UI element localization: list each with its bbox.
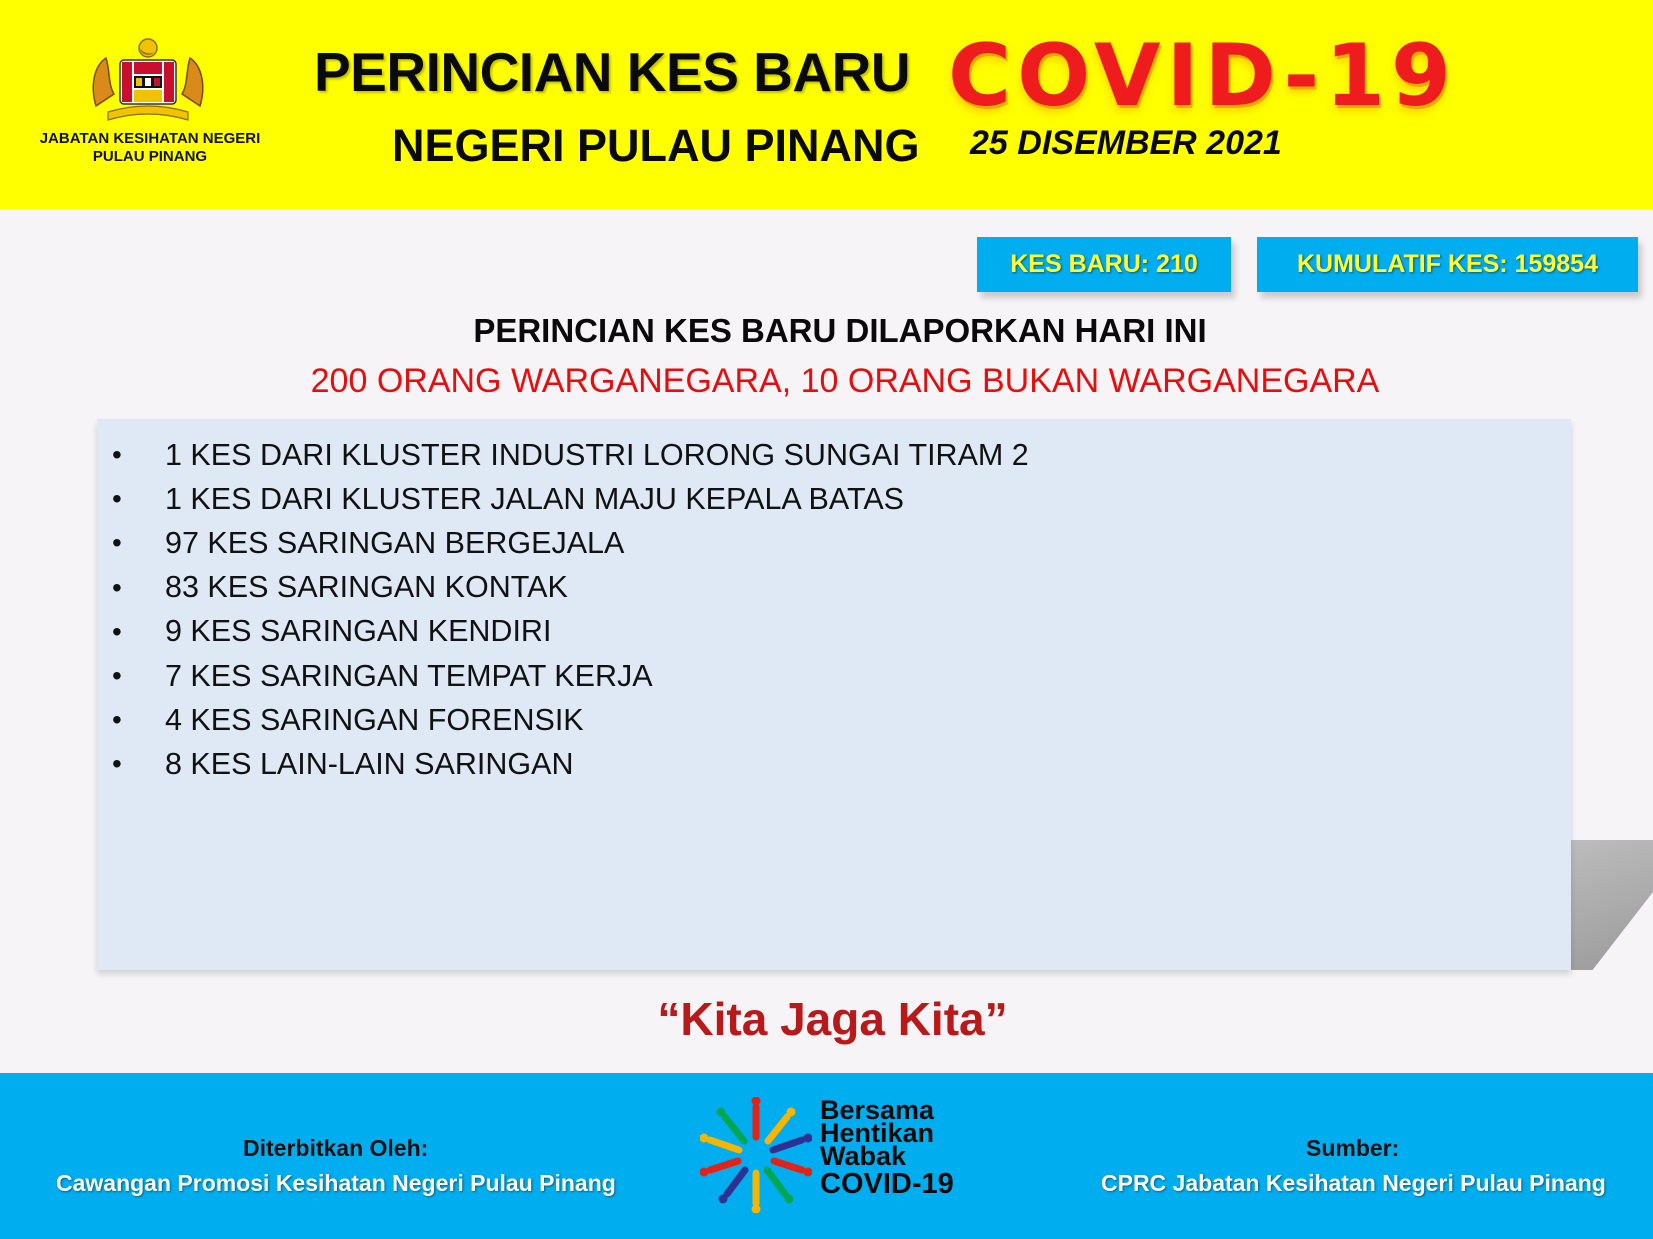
campaign-line3: Wabak	[820, 1141, 907, 1171]
case-breakdown-panel	[97, 419, 1571, 970]
list-item	[97, 566, 1571, 610]
department-name	[20, 130, 280, 166]
coat-of-arms-icon	[88, 36, 208, 126]
slogan: “Kita Jaga Kita”	[657, 993, 1008, 1045]
bullet-icon: •	[112, 704, 122, 736]
list-item	[97, 433, 1571, 477]
bullet-icon: •	[112, 527, 122, 559]
starburst-people-logo-icon	[700, 1097, 812, 1213]
section-title: PERINCIAN KES BARU DILAPORKAN HARI INI	[473, 312, 1207, 349]
department-name-line1: JABATAN KESIHATAN NEGERI	[39, 130, 261, 147]
bullet-icon: •	[112, 660, 122, 692]
bullet-icon: •	[112, 571, 122, 603]
new-cases-badge: KES BARU: 210	[977, 237, 1231, 292]
case-text: 1 KES DARI KLUSTER JALAN MAJU KEPALA BATAS	[165, 481, 905, 516]
list-item	[97, 742, 1571, 786]
case-text: 4 KES SARINGAN FORENSIK	[165, 702, 584, 737]
footer-banner	[0, 1073, 1653, 1239]
cumulative-cases-badge: KUMULATIF KES: 159854	[1257, 237, 1638, 292]
source-label: Sumber:	[1306, 1135, 1400, 1161]
header-banner	[0, 0, 1653, 209]
source-name: CPRC Jabatan Kesihatan Negeri Pulau Pinang	[1101, 1170, 1606, 1196]
publisher-label: Diterbitkan Oleh:	[243, 1135, 429, 1161]
case-text: 7 KES SARINGAN TEMPAT KERJA	[165, 658, 653, 693]
report-date: 25 DISEMBER 2021	[970, 124, 1282, 162]
bullet-icon: •	[112, 615, 122, 647]
list-item	[97, 610, 1571, 654]
section-subtitle: 200 ORANG WARGANEGARA, 10 ORANG BUKAN WARGANEGARA	[310, 362, 1380, 400]
covid-title: COVID-19	[948, 26, 1457, 126]
case-text: 8 KES LAIN-LAIN SARINGAN	[165, 746, 574, 781]
list-item	[97, 654, 1571, 698]
department-name-line2: PULAU PINANG	[92, 148, 208, 165]
campaign-logo	[700, 1097, 960, 1217]
case-text: 97 KES SARINGAN BERGEJALA	[165, 525, 625, 560]
campaign-line4: COVID-19	[820, 1168, 954, 1200]
case-text: 83 KES SARINGAN KONTAK	[165, 570, 568, 605]
campaign-line2: Hentikan	[820, 1118, 935, 1148]
state-title: NEGERI PULAU PINANG	[392, 120, 920, 171]
list-item	[97, 477, 1571, 521]
list-item	[97, 698, 1571, 742]
case-list	[97, 419, 1571, 787]
list-item	[97, 521, 1571, 565]
decorative-shadow	[1560, 840, 1653, 970]
campaign-line1: Bersama	[820, 1095, 935, 1125]
campaign-slogan	[820, 1095, 954, 1200]
bullet-icon: •	[112, 483, 122, 515]
publisher-name: Cawangan Promosi Kesihatan Negeri Pulau Pinang	[56, 1170, 616, 1196]
bullet-icon: •	[112, 748, 122, 780]
case-text: 9 KES SARINGAN KENDIRI	[165, 614, 552, 649]
bullet-icon: •	[112, 439, 122, 471]
case-text: 1 KES DARI KLUSTER INDUSTRI LORONG SUNGAI TIRAM 2	[165, 437, 1029, 472]
page-title: PERINCIAN KES BARU	[314, 41, 911, 103]
